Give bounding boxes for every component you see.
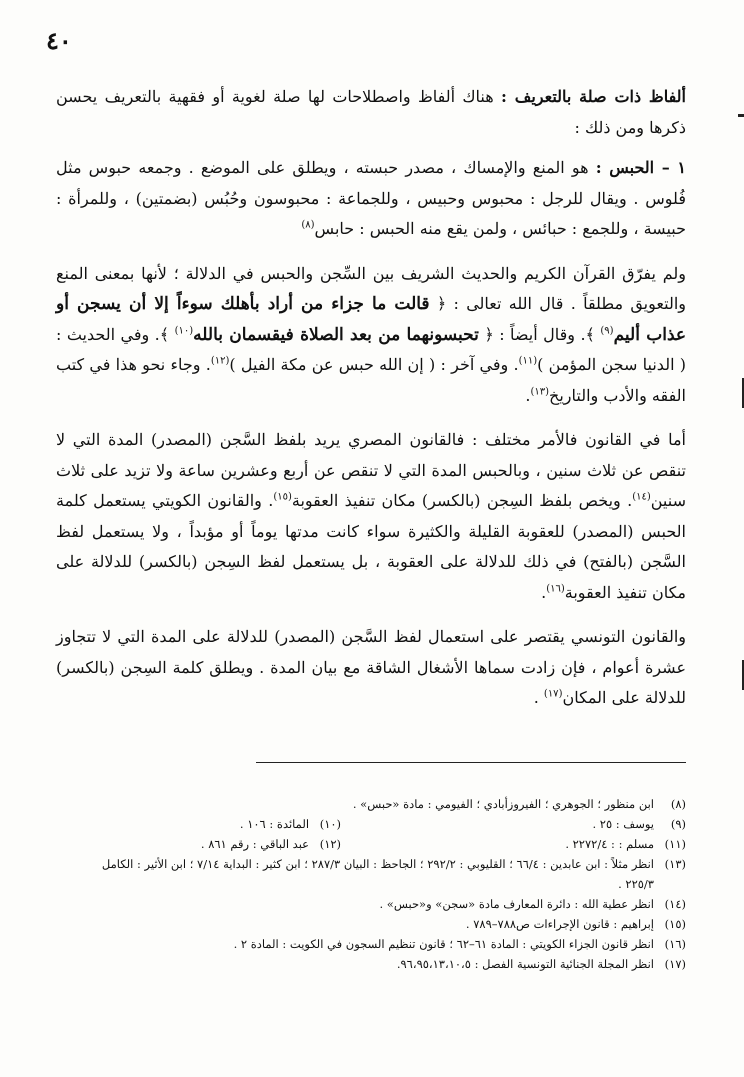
habs-definition-paragraph: ١ – الحبس : هو المنع والإمساك ، مصدر حبسته ، ويطلق على الموضع . وجمعه حبوس مثل فُلوس . ويقال للرجل : محبوس وحبيس ، وللجماعة : محبوسون وحُبُس (بضمتين) ، وللمرأة : حبيسة ، وللجمع : حبائس ، ولمن يقع منه الحبس : حابس$^{(٨)}$: [56, 158, 686, 238]
main-text: [56, 82, 686, 728]
footnote-ref: (١١): [518, 355, 538, 367]
footnote-15: (١٥) إبراهيم : قانون الإجراءات ص٧٨٨–٧٨٩ .: [465, 917, 686, 931]
footnote-row: [70, 814, 686, 834]
page-number: ٤٠: [46, 26, 72, 55]
footnote-ref: (١٧): [543, 688, 563, 700]
footnote-16: (١٦) انظر قانون الجزاء الكويتي : المادة ٦١–٦٢ ؛ قانون تنظيم السجون في الكويت : المادة ٢ .: [233, 937, 686, 951]
footnote-divider: [256, 762, 686, 763]
footnote-11: (١١) مسلم : : ٢٢٧٢/٤ .: [565, 837, 686, 851]
section-heading: ألفاظ ذات صلة بالتعريف :: [501, 87, 686, 106]
footnote-14: (١٤) انظر عطية الله : دائرة المعارف مادة «سجن» و«حبس» .: [379, 897, 686, 911]
tunisian-law-paragraph: والقانون التونسي يقتصر على استعمال لفظ السَّجن (المصدر) للدلالة على المدة التي لا تتجاوز عشرة أعوام ، فإن زادت سماها الأشغال الشاقة مع بيان المدة . ويطلق كلمة السِجن (بالكسر) للدلالة على المكان$^{(١٧)}$ .: [56, 627, 686, 707]
footnote-10: (١٠) المائدة : ١٠٦ .: [239, 817, 342, 831]
quran-verse: تحبسونهما من بعد الصلاة فيقسمان بالله: [193, 324, 479, 345]
footnote-ref: (١٥): [273, 491, 292, 503]
footnote-8: (٨) ابن منظور ؛ الجوهري ؛ الفيروزأبادي ؛ الفيومي : مادة «حبس» .: [352, 797, 686, 811]
footnote-ref: (٨): [301, 219, 315, 231]
footnote-ref: (١٦): [546, 583, 565, 595]
footnotes: [70, 794, 686, 974]
quran-hadith-paragraph: ولم يفرّق القرآن الكريم والحديث الشريف بين السِّجن والحبس في الدلالة ؛ لأنها بمعنى المنع والتعويق مطلقاً . قال الله تعالى : ﴿ قالت ما جزاء من أراد بأهلك سوءاً إلا أن يسجن أو عذاب أليم$^{(٩)}$ ﴾. وقال أيضاً : ﴿ تحبسونهما من بعد الصلاة فيقسمان بالله$^{(١٠)}$ ﴾. وفي الحديث : ( الدنيا سجن المؤمن )$^{(١١)}$. وفي آخر : ( إن الله حبس عن مكة الفيل )$^{(١٢)}$. وجاء نحو هذا في كتب الفقه والأدب والتاريخ$^{(١٣)}$.: [56, 263, 687, 405]
footnote-ref: (١٠): [174, 325, 194, 337]
footnote-row: [70, 834, 686, 854]
footnote-ref: (١٤): [632, 491, 651, 503]
intro-paragraph: ألفاظ ذات صلة بالتعريف : هناك ألفاظ واصطلاحات لها صلة لغوية أو فقهية بالتعريف يحسن ذكرها ومن ذلك :: [56, 87, 686, 137]
footnote-17: (١٧) انظر المجلة الجنائية التونسية الفصل : ٩٦،٩٥،١٣،١٠،٥.: [396, 957, 686, 971]
term-heading: ١ – الحبس :: [595, 158, 686, 177]
footnote-ref: (١٣): [530, 386, 549, 398]
footnote-ref: (٩): [600, 325, 614, 337]
footnote-13: (١٣) انظر مثلاً : ابن عابدين : ٦٦/٤ ؛ القليوبي : ٢٩٢/٢ ؛ الجاحظ : البيان ٢٨٧/٣ ؛ ابن كثير : البداية ٧/١٤ ؛ ابن الأثير : الكامل ٢٢٥/٣ .: [101, 857, 686, 891]
law-paragraph: أما في القانون فالأمر مختلف : فالقانون المصري يريد بلفظ السَّجن (المصدر) المدة التي لا تنقص عن ثلاث سنين ، وبالحبس المدة التي لا تنقص عن أربع وعشرين ساعة ولا تزيد على ثلاث سنين$^{(١٤)}$. ويخص بلفظ السِجن (بالكسر) مكان تنفيذ العقوبة$^{(١٥)}$. والقانون الكويتي يستعمل كلمة الحبس (المصدر) للعقوبة القليلة والكثيرة سواء كانت مدتها يوماً أو مؤبداً ، ولا يستعمل لفظ السَّجن (بالفتح) في ذلك للدلالة على العقوبة ، بل يستعمل لفظ السِجن (بالكسر) للدلالة على مكان تنفيذ العقوبة$^{(١٦)}$.: [56, 430, 687, 602]
footnote-12: (١٢) عبد الباقي : رقم ٨٦١ .: [200, 837, 342, 851]
footnote-9: (٩) يوسف : ٢٥ .: [592, 817, 686, 831]
margin-mark: [738, 114, 744, 117]
footnote-ref: (١٢): [210, 355, 230, 367]
quran-verse: قالت ما جزاء من أراد بأهلك سوءاً إلا أن يسجن أو عذاب أليم: [56, 294, 687, 345]
